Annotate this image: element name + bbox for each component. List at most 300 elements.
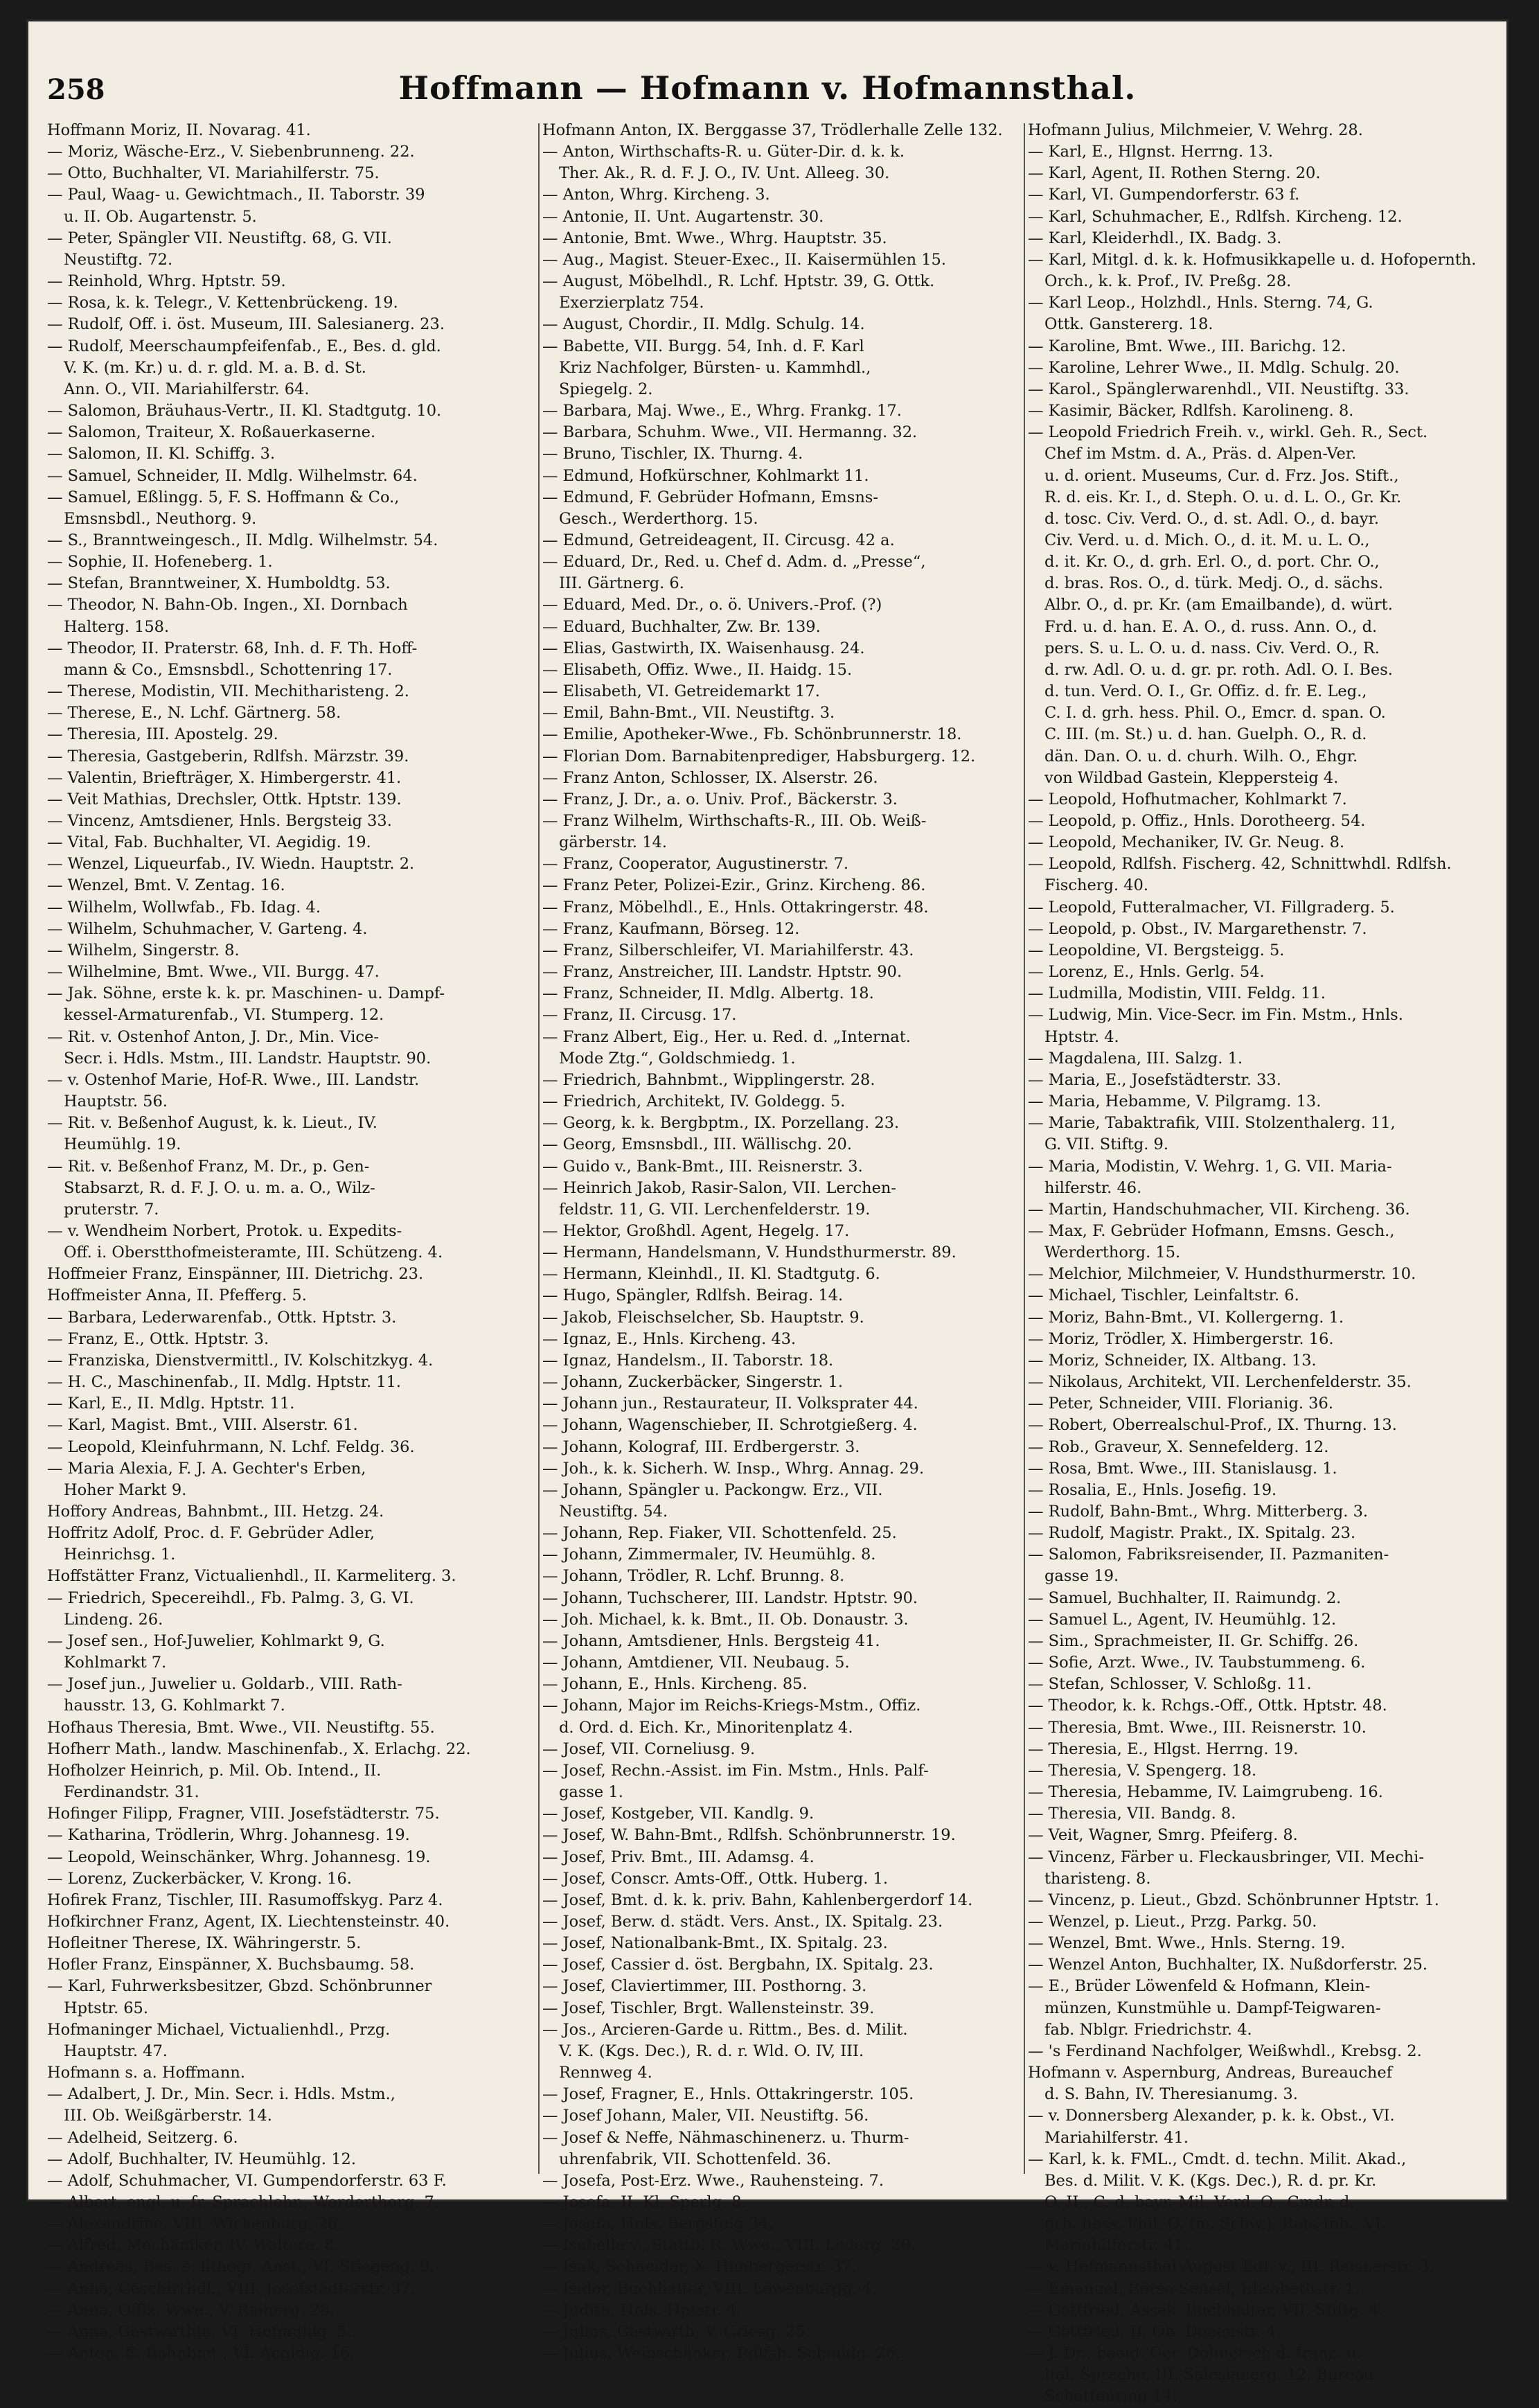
directory-entry-line: — Florian Dom. Barnabitenprediger, Habsburgerg. 12. bbox=[542, 747, 976, 765]
directory-entry-line: — Josef, Berw. d. städt. Vers. Anst., IX. Spitalg. 23. bbox=[542, 1912, 943, 1931]
directory-entry-line: — Karl Leop., Holzhdl., Hnls. Sterng. 74, G. bbox=[1028, 294, 1373, 312]
directory-entry-line: dän. Dan. O. u. d. churh. Wilh. O., Ehgr. bbox=[1044, 747, 1358, 765]
directory-entry-line: d. tun. Verd. O. I., Gr. Offiz. d. fr. E. Leg., bbox=[1044, 682, 1367, 701]
directory-entry-line: — Eduard, Dr., Red. u. Chef d. Adm. d. „Presse“, bbox=[542, 553, 926, 572]
directory-entry-line: — Karl, Magist. Bmt., VIII. Alserstr. 61. bbox=[47, 1416, 358, 1435]
directory-entry-line: — Samuel, Eßlingg. 5, F. S. Hoffmann & Co., bbox=[47, 488, 400, 506]
directory-entry-line: Ferdinandstr. 31. bbox=[64, 1783, 199, 1802]
directory-entry-line: — Johann, Amtdiener, VII. Neubaug. 5. bbox=[542, 1654, 850, 1672]
directory-entry-line: Kriz Nachfolger, Bürsten- u. Kammhdl., bbox=[559, 358, 871, 377]
directory-entry-line: — Theresia, Bmt. Wwe., III. Reisnerstr. 10. bbox=[1028, 1718, 1367, 1737]
directory-entry-line: — Johann, Rep. Fiaker, VII. Schottenfeld. 25. bbox=[542, 1524, 897, 1543]
directory-entry-line: — Karoline, Bmt. Wwe., III. Barichg. 12. bbox=[1028, 337, 1346, 355]
directory-entry-line: — Karl, E., II. Mdlg. Hptstr. 11. bbox=[47, 1395, 295, 1413]
directory-entry-line: — Franz, E., Ottk. Hptstr. 3. bbox=[47, 1329, 269, 1348]
directory-entry-line: — Emilie, Apotheker-Wwe., Fb. Schönbrunnerstr. 18. bbox=[542, 725, 962, 744]
directory-entry-line: — Ignaz, E., Hnls. Kircheng. 43. bbox=[542, 1329, 797, 1348]
directory-entry-line: — Ludwig, Min. Vice-Secr. im Fin. Mstm., Hnls. bbox=[1028, 1006, 1403, 1025]
directory-entry-line: — Friedrich, Architekt, IV. Goldegg. 5. bbox=[542, 1092, 846, 1111]
directory-entry-line: — Franz Albert, Eig., Her. u. Red. d. „Internat. bbox=[542, 1027, 911, 1046]
directory-entry-line: — Antonie, II. Unt. Augartenstr. 30. bbox=[542, 207, 824, 226]
directory-entry-line: — Edmund, Getreideagent, II. Circusg. 42 a. bbox=[542, 531, 895, 549]
directory-entry-line: Hofirek Franz, Tischler, III. Rasumoffskyg. Parz 4. bbox=[47, 1891, 443, 1909]
directory-entry-line: — Leopold, Futteralmacher, VI. Fillgraderg. 5. bbox=[1028, 898, 1395, 917]
directory-entry-line: — Rosa, k. k. Telegr., V. Kettenbrückeng. 19. bbox=[47, 294, 398, 312]
directory-entry-line: — Barbara, Maj. Wwe., E., Whrg. Frankg. 17. bbox=[542, 402, 902, 420]
directory-entry-line: — August, Chordir., II. Mdlg. Schulg. 14. bbox=[542, 315, 865, 334]
directory-entry-line: — Stefan, Branntweiner, X. Humboldtg. 53. bbox=[47, 574, 391, 593]
directory-entry-line: — Leopold, Weinschänker, Whrg. Johannesg. 19. bbox=[47, 1848, 431, 1866]
directory-entry-line: — Johann, Wagenschieber, II. Schrotgießerg. 4. bbox=[542, 1416, 918, 1435]
directory-entry-line: Neustiftg. 54. bbox=[559, 1503, 668, 1521]
directory-entry-line: — Theresia, Gastgeberin, Rdlfsh. Märzstr. 39. bbox=[47, 747, 409, 765]
page-title: Hoffmann — Hofmann v. Hofmannsthal. bbox=[398, 69, 1137, 107]
directory-entry-line: — Leopold Friedrich Freih. v., wirkl. Geh. R., Sect. bbox=[1028, 423, 1428, 442]
directory-entry-line: — Franz Anton, Schlosser, IX. Alserstr. 26. bbox=[542, 768, 878, 787]
directory-column-1 bbox=[47, 120, 535, 2363]
directory-entry-line: — Karl, k. k. FML., Cmdt. d. techn. Milit. Akad., bbox=[1028, 2150, 1407, 2168]
directory-entry-line: — Franz, II. Circusg. 17. bbox=[542, 1006, 737, 1025]
directory-entry-line: — Rit. v. Beßenhof Franz, M. Dr., p. Gen- bbox=[47, 1157, 370, 1176]
directory-entry-line: — Michael, Tischler, Leinfaltstr. 6. bbox=[1028, 1286, 1299, 1305]
directory-entry-line: Gesch., Werderthorg. 15. bbox=[559, 509, 758, 528]
directory-entry-line: — Wenzel, Bmt. V. Zentag. 16. bbox=[47, 876, 285, 895]
directory-entry-line: — Wenzel, p. Lieut., Przg. Parkg. 50. bbox=[1028, 1912, 1317, 1931]
page-number: 258 bbox=[47, 73, 105, 106]
directory-entry-line: — Georg, Emsnsbdl., III. Wällischg. 20. bbox=[542, 1135, 853, 1154]
directory-entry-line: Hauptstr. 47. bbox=[64, 2042, 168, 2060]
directory-entry-line: Hoher Markt 9. bbox=[64, 1480, 187, 1499]
directory-entry-line: — Karl, Mitgl. d. k. k. Hofmusikkapelle u. d. Hofopernth. bbox=[1028, 250, 1477, 269]
directory-entry-line: — Josef, Claviertimmer, III. Posthorng. 3. bbox=[542, 1977, 867, 1996]
directory-entry-line: — Guido v., Bank-Bmt., III. Reisnerstr. 3. bbox=[542, 1157, 863, 1176]
directory-entry-line: Stabsarzt, R. d. F. J. O. u. m. a. O., Wilz- bbox=[64, 1178, 375, 1197]
directory-entry-line: — Johann, Trödler, R. Lchf. Brunng. 8. bbox=[542, 1567, 845, 1586]
directory-entry-line: — Johann, Kolograf, III. Erdbergerstr. 3. bbox=[542, 1437, 860, 1456]
directory-entry-line: Mariahilferstr. 41. bbox=[1044, 2236, 1189, 2255]
directory-entry-line: — Josef, Conscr. Amts-Off., Ottk. Huberg. 1. bbox=[542, 1869, 888, 1888]
directory-entry-line: — Elias, Gastwirth, IX. Waisenhausg. 24. bbox=[542, 639, 865, 657]
directory-entry-line: — Paul, Waag- u. Gewichtmach., II. Taborstr. 39 bbox=[47, 186, 425, 204]
directory-entry-line: — Alfred, Mechaniker, IV. Waltera. 8. bbox=[47, 2236, 339, 2255]
directory-entry-line: — Andreas, Bes. e. lithogr. Anst., VI. Stiegeng. 9. bbox=[47, 2258, 435, 2276]
page-header bbox=[26, 54, 1509, 109]
directory-entry-line: pers. S. u. L. O. u. d. nass. Civ. Verd. O., R. bbox=[1044, 639, 1380, 657]
directory-entry-line: — Franz, Möbelhdl., E., Hnls. Ottakringerstr. 48. bbox=[542, 898, 929, 917]
directory-entry-line: Hoffmann Moriz, II. Novarag. 41. bbox=[47, 121, 311, 139]
directory-entry-line: — Reinhold, Whrg. Hptstr. 59. bbox=[47, 272, 286, 291]
directory-entry-line: — Bruno, Tischler, IX. Thurng. 4. bbox=[542, 445, 803, 463]
directory-entry-line: — Josef, Nationalbank-Bmt., IX. Spitalg. 23. bbox=[542, 1934, 888, 1953]
directory-entry-line: — Friedrich, Bahnbmt., Wipplingerstr. 28. bbox=[542, 1070, 875, 1089]
directory-entry-line: — Edmund, F. Gebrüder Hofmann, Emsns- bbox=[542, 488, 878, 506]
directory-entry-line: Hofmann s. a. Hoffmann. bbox=[47, 2064, 245, 2082]
directory-entry-line: — Theresia, E., Hlgst. Herrng. 19. bbox=[1028, 1739, 1299, 1758]
directory-entry-line: — Marie, Tabaktrafik, VIII. Stolzenthalerg. 11, bbox=[1028, 1114, 1396, 1133]
directory-entry-line: — Isabella v., Stattb. R. Wwe., VIII. Lederg. 20. bbox=[542, 2236, 916, 2255]
directory-entry-line: — Samuel L., Agent, IV. Heumühlg. 12. bbox=[1028, 1610, 1337, 1629]
directory-entry-line: — Josef & Neffe, Nähmaschinenerz. u. Thurm- bbox=[542, 2128, 909, 2147]
directory-entry-line: Hptstr. 4. bbox=[1044, 1027, 1119, 1046]
directory-entry-line: — Franz, Anstreicher, III. Landstr. Hptstr. 90. bbox=[542, 963, 902, 982]
directory-entry-line: — Eduard, Buchhalter, Zw. Br. 139. bbox=[542, 617, 821, 636]
directory-entry-line: — Adelheid, Seitzerg. 6. bbox=[47, 2128, 238, 2147]
directory-entry-line: — Alexandrine, VIII. Wickenburg. 26. bbox=[47, 2215, 343, 2233]
directory-entry-line: — Johann, Amtsdiener, Hnls. Bergsteig 41. bbox=[542, 1631, 880, 1650]
directory-entry-line: Bes. d. Milit. V. K. (Kgs. Dec.), R. d. pr. Kr. bbox=[1044, 2171, 1377, 2190]
directory-entry-line: — Franz, Silberschleifer, VI. Mariahilferstr. 43. bbox=[542, 941, 914, 959]
directory-entry-line: — Karol., Spänglerwarenhdl., VII. Neustiftg. 33. bbox=[1028, 380, 1409, 398]
directory-entry-line: — Moriz, Bahn-Bmt., VI. Kollergerng. 1. bbox=[1028, 1308, 1344, 1327]
directory-entry-line: — Wenzel, Bmt. Wwe., Hnls. Sterng. 19. bbox=[1028, 1934, 1346, 1953]
directory-entry-line: Mariahilferstr. 41. bbox=[1044, 2128, 1189, 2147]
directory-entry-line: — Johann, Zuckerbäcker, Singerstr. 1. bbox=[542, 1373, 844, 1392]
directory-entry-line: V. K. (Kgs. Dec.), R. d. r. Wld. O. IV, III. bbox=[559, 2042, 864, 2060]
directory-entry-line: uhrenfabrik, VII. Schottenfeld. 36. bbox=[559, 2150, 832, 2168]
directory-entry-line: Halterg. 158. bbox=[64, 617, 170, 636]
directory-entry-line: — Ludmilla, Modistin, VIII. Feldg. 11. bbox=[1028, 984, 1326, 1003]
directory-entry-line: — Adolf, Buchhalter, IV. Heumühlg. 12. bbox=[47, 2150, 356, 2168]
directory-entry-line: — Wilhelm, Schuhmacher, V. Garteng. 4. bbox=[47, 919, 368, 938]
directory-entry-line: — Salomon, Traiteur, X. Roßauerkaserne. bbox=[47, 423, 376, 442]
directory-entry-line: kessel-Armaturenfab., VI. Stumperg. 12. bbox=[64, 1006, 384, 1025]
directory-entry-line: Hofkirchner Franz, Agent, IX. Liechtensteinstr. 40. bbox=[47, 1912, 450, 1931]
directory-entry-line: — Albert, engl. u. fr. Sprachlehr., Werderthorg. 7. bbox=[47, 2193, 440, 2211]
directory-entry-line: — Robert, Oberrealschul-Prof., IX. Thurng. 13. bbox=[1028, 1416, 1397, 1435]
directory-entry-line: Hoffory Andreas, Bahnbmt., III. Hetzg. 24. bbox=[47, 1503, 384, 1521]
directory-column-2 bbox=[542, 120, 1020, 2363]
directory-entry-line: Ottk. Ganstererg. 18. bbox=[1044, 315, 1213, 334]
directory-entry-line: — Vincenz, Färber u. Fleckausbringer, VII. Mechi- bbox=[1028, 1848, 1424, 1866]
directory-entry-line: — Kasimir, Bäcker, Rdlfsh. Karolineng. 8. bbox=[1028, 402, 1354, 420]
directory-entry-line: — Elisabeth, VI. Getreidemarkt 17. bbox=[542, 682, 820, 701]
directory-entry-line: Albr. O., d. pr. Kr. (am Emailbande), d. würt. bbox=[1044, 596, 1393, 614]
directory-entry-line: C. I. d. grh. hess. Phil. O., Emcr. d. span. O. bbox=[1044, 704, 1386, 723]
directory-entry-line: — Gottfried, Assek. Buchhalter, VII. Stiftg. 4. bbox=[1028, 2301, 1384, 2319]
directory-entry-line: Spiegelg. 2. bbox=[559, 380, 653, 398]
directory-entry-line: — Theresia, III. Apostelg. 29. bbox=[47, 725, 278, 744]
directory-entry-line: — v. Hofmannsthal August Edl. v., III. Reisnerstr. 3. bbox=[1028, 2258, 1434, 2276]
directory-entry-line: — Josef, VII. Corneliusg. 9. bbox=[542, 1739, 756, 1758]
directory-entry-line: — Anna, Offiz. Wwe., V. Rainerg. 28. bbox=[47, 2301, 335, 2319]
directory-entry-line: — Maria, Hebamme, V. Pilgramg. 13. bbox=[1028, 1092, 1322, 1111]
directory-entry-line: Neustiftg. 72. bbox=[64, 250, 173, 269]
directory-entry-line: — Sofie, Arzt. Wwe., IV. Taubstummeng. 6. bbox=[1028, 1654, 1366, 1672]
directory-entry-line: — Aug., Magist. Steuer-Exec., II. Kaisermühlen 15. bbox=[542, 250, 946, 269]
directory-entry-line: — Josef, Cassier d. öst. Bergbahn, IX. Spitalg. 23. bbox=[542, 1956, 934, 1974]
directory-entry-line: — Joh., k. k. Sicherh. W. Insp., Whrg. Annag. 29. bbox=[542, 1459, 925, 1478]
directory-entry-line: — Rudolf, Magistr. Prakt., IX. Spitalg. 23. bbox=[1028, 1524, 1356, 1543]
directory-entry-line: — Franziska, Dienstvermittl., IV. Kolschitzkyg. 4. bbox=[47, 1351, 434, 1370]
directory-entry-line: d. tosc. Civ. Verd. O., d. st. Adl. O., d. bayr. bbox=[1044, 509, 1380, 528]
directory-entry-line: gasse 19. bbox=[1044, 1567, 1119, 1586]
directory-entry-line: — Josef, Fragner, E., Hnls. Ottakringerstr. 105. bbox=[542, 2085, 914, 2104]
directory-entry-line: — v. Donnersberg Alexander, p. k. k. Obst., VI. bbox=[1028, 2107, 1395, 2125]
directory-entry-line: Hofmann Anton, IX. Berggasse 37, Trödlerhalle Zelle 132. bbox=[542, 121, 1003, 139]
directory-entry-line: — Jakob, Fleischselcher, Sb. Hauptstr. 9. bbox=[542, 1308, 864, 1327]
directory-entry-line: — Wenzel Anton, Buchhalter, IX. Nußdorferstr. 25. bbox=[1028, 1956, 1428, 1974]
directory-entry-line: — Emanuel, Börse-Sensal, Elisabethstr. 1. bbox=[1028, 2279, 1360, 2298]
directory-column-3 bbox=[1028, 120, 1495, 2406]
directory-entry-line: — Rosalia, E., Hnls. Josefig. 19. bbox=[1028, 1480, 1277, 1499]
directory-entry-line: — Rit. v. Beßenhof August, k. k. Lieut., IV. bbox=[47, 1114, 377, 1133]
directory-entry-line: Hofinger Filipp, Fragner, VIII. Josefstädterstr. 75. bbox=[47, 1805, 440, 1823]
directory-entry-line: G. VII. Stiftg. 9. bbox=[1044, 1135, 1169, 1154]
directory-entry-line: — Josefa, Post-Erz. Wwe., Rauhensteing. 7. bbox=[542, 2171, 884, 2190]
directory-entry-line: — Edmund, Hofkürschner, Kohlmarkt 11. bbox=[542, 466, 869, 485]
directory-entry-line: u. d. orient. Museums, Cur. d. Frz. Jos. Stift., bbox=[1044, 466, 1399, 485]
directory-entry-line: — Maria, Modistin, V. Wehrg. 1, G. VII. Maria- bbox=[1028, 1157, 1392, 1176]
directory-entry-line: — Josef sen., Hof-Juwelier, Kohlmarkt 9, G. bbox=[47, 1631, 385, 1650]
directory-entry-line: — Josef, W. Bahn-Bmt., Rdlfsh. Schönbrunnerstr. 19. bbox=[542, 1826, 956, 1845]
directory-entry-line: — E., Brüder Löwenfeld & Hofmann, Klein- bbox=[1028, 1977, 1371, 1996]
directory-entry-line: — Heinrich Jakob, Rasir-Salon, VII. Lerchen- bbox=[542, 1178, 896, 1197]
directory-entry-line: — Wilhelmine, Bmt. Wwe., VII. Burgg. 47. bbox=[47, 963, 380, 982]
directory-entry-line: — Veit Mathias, Drechsler, Ottk. Hptstr. 139. bbox=[47, 790, 402, 808]
directory-entry-line: d. Ord. d. Eich. Kr., Minoritenplatz 4. bbox=[559, 1718, 853, 1737]
directory-entry-line: — Wenzel, Liqueurfab., IV. Wiedn. Hauptstr. 2. bbox=[47, 855, 415, 874]
directory-entry-line: d. it. Kr. O., d. grh. Erl. O., d. port. Chr. O., bbox=[1044, 553, 1380, 572]
directory-entry-line: Hofherr Math., landw. Maschinenfab., X. Erlachg. 22. bbox=[47, 1739, 471, 1758]
directory-entry-line: — Karl, Kleiderhdl., IX. Badg. 3. bbox=[1028, 229, 1282, 247]
directory-entry-line: — 's Ferdinand Nachfolger, Weißwhdl., Krebsg. 2. bbox=[1028, 2042, 1422, 2060]
directory-entry-line: — Veit, Wagner, Smrg. Pfeiferg. 8. bbox=[1028, 1826, 1298, 1845]
directory-entry-line: — Isidor, Buchhalter, VIII. Löwenburgg. 4. bbox=[542, 2279, 877, 2298]
directory-entry-line: — Josef, Bmt. d. k. k. priv. Bahn, Kahlenbergerdorf 14. bbox=[542, 1891, 973, 1909]
directory-entry-line: — Moriz, Wäsche-Erz., V. Siebenbrunneng. 22. bbox=[47, 143, 415, 161]
column-divider bbox=[1024, 123, 1025, 2174]
directory-entry-line: — Johann, Tuchscherer, III. Landstr. Hptstr. 90. bbox=[542, 1588, 918, 1607]
directory-entry-line: — Leopoldine, VI. Bergsteigg. 5. bbox=[1028, 941, 1285, 959]
directory-entry-line: Hofmann Julius, Milchmeier, V. Wehrg. 28. bbox=[1028, 121, 1363, 139]
directory-entry-line: — Barbara, Schuhm. Wwe., VII. Hermanng. 32. bbox=[542, 423, 918, 442]
directory-entry-line: C. III. (m. St.) u. d. han. Guelph. O., R. d. bbox=[1044, 725, 1367, 744]
directory-entry-line: — Theresia, VII. Bandg. 8. bbox=[1028, 1805, 1236, 1823]
directory-entry-line: — Wilhelm, Singerstr. 8. bbox=[47, 941, 240, 959]
directory-entry-line: — Max, F. Gebrüder Hofmann, Emsns. Gesch., bbox=[1028, 1221, 1395, 1240]
directory-page bbox=[26, 19, 1509, 2406]
directory-entry-line: — Ignaz, Handelsm., II. Taborstr. 18. bbox=[542, 1351, 834, 1370]
directory-entry-line: mann & Co., Emsnsbdl., Schottenring 17. bbox=[64, 660, 393, 679]
directory-entry-line: — Judith, Hnls. Hptstr. 4. bbox=[542, 2301, 742, 2319]
directory-entry-line: — Adalbert, J. Dr., Min. Secr. i. Hdls. Mstm., bbox=[47, 2085, 395, 2104]
directory-entry-line: — Leopold, Rdlfsh. Fischerg. 42, Schnittwhdl. Rdlfsh. bbox=[1028, 855, 1452, 874]
directory-entry-line: — Johann jun., Restaurateur, II. Volksprater 44. bbox=[542, 1395, 918, 1413]
directory-entry-line: gasse 1. bbox=[559, 1783, 623, 1802]
directory-entry-line: — S., Branntweingesch., II. Mdlg. Wilhelmstr. 54. bbox=[47, 531, 438, 549]
directory-entry-line: Off. i. Oberstthofmeisteramte, III. Schützeng. 4. bbox=[64, 1243, 443, 1262]
directory-entry-line: — Anna, Gastwirthin, VI. Hofmühlg. 5. bbox=[47, 2322, 352, 2341]
directory-entry-line: Frd. u. d. han. E. A. O., d. russ. Ann. O., d. bbox=[1044, 617, 1378, 636]
directory-entry-line: — Lorenz, Zuckerbäcker, V. Krong. 16. bbox=[47, 1869, 352, 1888]
directory-entry-line: — Rosa, Bmt. Wwe., III. Stanislausg. 1. bbox=[1028, 1459, 1337, 1478]
directory-entry-line: — Martin, Handschuhmacher, VII. Kircheng. 36. bbox=[1028, 1200, 1410, 1219]
directory-entry-line: — Friedrich, Specereihdl., Fb. Palmg. 3, G. VI. bbox=[47, 1588, 414, 1607]
directory-entry-line: — Eduard, Med. Dr., o. ö. Univers.-Prof. (?) bbox=[542, 596, 882, 614]
directory-entry-line: — Johann, Zimmermaler, IV. Heumühlg. 8. bbox=[542, 1546, 876, 1564]
directory-entry-line: — Vincenz, Amtsdiener, Hnls. Bergsteig 33. bbox=[47, 812, 392, 830]
directory-entry-line: — Franz Peter, Polizei-Ezir., Grinz. Kircheng. 86. bbox=[542, 876, 926, 895]
directory-entry-line: — Franz, Cooperator, Augustinerstr. 7. bbox=[542, 855, 849, 874]
directory-entry-line: Rennweg 4. bbox=[559, 2064, 652, 2082]
directory-entry-line: Hoffmeister Anna, II. Pfefferg. 5. bbox=[47, 1286, 307, 1305]
directory-entry-line: — Babette, VII. Burgg. 54, Inh. d. F. Karl bbox=[542, 337, 864, 355]
directory-entry-line: — Peter, Schneider, VIII. Florianig. 36. bbox=[1028, 1395, 1333, 1413]
directory-entry-line: — Karl, Agent, II. Rothen Sterng. 20. bbox=[1028, 164, 1321, 183]
directory-entry-line: Chef im Mstm. d. A., Präs. d. Alpen-Ver. bbox=[1044, 445, 1357, 463]
directory-entry-line: Hofmann v. Aspernburg, Andreas, Bureauchef bbox=[1028, 2064, 1393, 2082]
directory-entry-line: — Valentin, Briefträger, X. Himbergerstr. 41. bbox=[47, 768, 402, 787]
directory-entry-line: u. II. Ob. Augartenstr. 5. bbox=[64, 207, 257, 226]
directory-entry-line: Exerzierplatz 754. bbox=[559, 294, 704, 312]
directory-entry-line: von Wildbad Gastein, Kleppersteig 4. bbox=[1044, 768, 1339, 787]
directory-entry-line: Mode Ztg.“, Goldschmiedg. 1. bbox=[559, 1049, 796, 1068]
directory-entry-line: — Jak. Söhne, erste k. k. pr. Maschinen- u. Dampf- bbox=[47, 984, 445, 1003]
directory-entry-line: — Barbara, Lederwarenfab., Ottk. Hptstr. 3. bbox=[47, 1308, 397, 1327]
directory-entry-line: — Salomon, II. Kl. Schiffg. 3. bbox=[47, 445, 276, 463]
directory-entry-line: — Hermann, Handelsmann, V. Hundsthurmerstr. 89. bbox=[542, 1243, 957, 1262]
directory-entry-line: V. K. (m. Kr.) u. d. r. gld. M. a. B. d. St. bbox=[64, 358, 366, 377]
directory-entry-line: — Emil, Bahn-Bmt., VII. Neustiftg. 3. bbox=[542, 704, 835, 723]
directory-entry-line: R. d. eis. Kr. I., d. Steph. O. u. d. L. O., Gr. Kr. bbox=[1044, 488, 1402, 506]
directory-entry-line: Fischerg. 40. bbox=[1044, 876, 1149, 895]
directory-entry-line: Kohlmarkt 7. bbox=[64, 1654, 167, 1672]
directory-entry-line: hilferstr. 46. bbox=[1044, 1178, 1142, 1197]
directory-entry-line: Secr. i. Hdls. Mstm., III. Landstr. Hauptstr. 90. bbox=[64, 1049, 432, 1068]
directory-entry-line: Werderthorg. 15. bbox=[1044, 1243, 1181, 1262]
directory-entry-line: — Peter, Spängler VII. Neustiftg. 68, G. VII. bbox=[47, 229, 392, 247]
directory-entry-line: — Josef, Priv. Bmt., III. Adamsg. 4. bbox=[542, 1848, 815, 1866]
directory-entry-line: — Karl, VI. Gumpendorferstr. 63 f. bbox=[1028, 186, 1300, 204]
directory-entry-line: — Vital, Fab. Buchhalter, VI. Aegidig. 19. bbox=[47, 833, 371, 852]
directory-entry-line: — Hektor, Großhdl. Agent, Hegelg. 17. bbox=[542, 1221, 850, 1240]
directory-entry-line: — Lorenz, E., Hnls. Gerlg. 54. bbox=[1028, 963, 1265, 982]
directory-entry-line: — Hugo, Spängler, Rdlfsh. Beirag. 14. bbox=[542, 1286, 844, 1305]
directory-entry-line: Hoffstätter Franz, Victualienhdl., II. Karmeliterg. 3. bbox=[47, 1567, 456, 1586]
directory-entry-line: Orch., k. k. Prof., IV. Preßg. 28. bbox=[1044, 272, 1292, 291]
directory-entry-line: grh. hess. Phil. O. (m. Schw.), Rats-Inh., VI. bbox=[1044, 2215, 1387, 2233]
directory-entry-line: Heinrichsg. 1. bbox=[64, 1546, 176, 1564]
directory-entry-line: — Rudolf, Bahn-Bmt., Whrg. Mitterberg. 3. bbox=[1028, 1503, 1369, 1521]
directory-entry-line: III. Ob. Weißgärberstr. 14. bbox=[64, 2107, 272, 2125]
directory-entry-line: — Josef, Tischler, Brgt. Wallensteinstr. 39. bbox=[542, 1999, 875, 2017]
directory-entry-line: — Sophie, II. Hofeneberg. 1. bbox=[47, 553, 273, 572]
directory-entry-line: d. S. Bahn, IV. Theresianumg. 3. bbox=[1044, 2085, 1298, 2104]
directory-entry-line: — Therese, E., N. Lchf. Gärtnerg. 58. bbox=[47, 704, 341, 723]
directory-entry-line: — August, Möbelhdl., R. Lchf. Hptstr. 39, G. Ottk. bbox=[542, 272, 935, 291]
directory-entry-line: — Theodor, II. Praterstr. 68, Inh. d. F. Th. Hoff- bbox=[47, 639, 418, 657]
directory-entry-line: — Josef jun., Juwelier u. Goldarb., VIII. Rath- bbox=[47, 1675, 402, 1694]
directory-entry-line: — Hermann, Kleinhdl., II. Kl. Stadtgutg. 6. bbox=[542, 1265, 880, 1284]
directory-entry-line: Emsnsbdl., Neuthorg. 9. bbox=[64, 509, 257, 528]
directory-entry-line: — Franz, Schneider, II. Mdlg. Albertg. 18. bbox=[542, 984, 874, 1003]
directory-entry-line: — Anton, E. Bahnbmt., VI. Aegidig. 16. bbox=[47, 2344, 355, 2363]
directory-entry-line: — Josefa, Hnls. Bergsteig 34. bbox=[542, 2215, 774, 2233]
directory-entry-line: gärberstr. 14. bbox=[559, 833, 668, 852]
directory-entry-line: — Magdalena, III. Salzg. 1. bbox=[1028, 1049, 1243, 1068]
directory-entry-line: — Josef Johann, Maler, VII. Neustiftg. 56. bbox=[542, 2107, 869, 2125]
directory-entry-line: — Theodor, N. Bahn-Ob. Ingen., XI. Dornbach bbox=[47, 596, 408, 614]
directory-entry-line: — Samuel, Buchhalter, II. Raimundg. 2. bbox=[1028, 1588, 1342, 1607]
directory-entry-line: — Leopold, Hofhutmacher, Kohlmarkt 7. bbox=[1028, 790, 1347, 808]
directory-entry-line: — Isak, Schneider, X. Himbergerstr. 37. bbox=[542, 2258, 857, 2276]
directory-entry-line: — Vincenz, p. Lieut., Gbzd. Schönbrunner Hptstr. 1. bbox=[1028, 1891, 1439, 1909]
directory-entry-line: — Anton, Wirthschafts-R. u. Güter-Dir. d. k. k. bbox=[542, 143, 905, 161]
directory-entry-line: — Johann, E., Hnls. Kircheng. 85. bbox=[542, 1675, 808, 1694]
directory-entry-line: Hauptstr. 56. bbox=[64, 1092, 168, 1111]
directory-entry-line: — Samuel, Schneider, II. Mdlg. Wilhelmstr. 64. bbox=[47, 466, 418, 485]
directory-entry-line: — Franz Wilhelm, Wirthschafts-R., III. Ob. Weiß- bbox=[542, 812, 927, 830]
directory-entry-line: Civ. Verd. u. d. Mich. O., d. it. M. u. L. O., bbox=[1044, 531, 1370, 549]
directory-entry-line: Hofhaus Theresia, Bmt. Wwe., VII. Neustiftg. 55. bbox=[47, 1718, 435, 1737]
directory-entry-line: — Karl, Schuhmacher, E., Rdlfsh. Kircheng. 12. bbox=[1028, 207, 1403, 226]
directory-entry-line: — Katharina, Trödlerin, Whrg. Johannesg. 19. bbox=[47, 1826, 410, 1845]
directory-entry-line: — H. C., Maschinenfab., II. Mdlg. Hptstr. 11. bbox=[47, 1373, 402, 1392]
directory-entry-line: — Theodor, k. k. Rchgs.-Off., Ottk. Hptstr. 48. bbox=[1028, 1697, 1387, 1715]
directory-entry-line: d. bras. Ros. O., d. türk. Medj. O., d. sächs. bbox=[1044, 574, 1384, 593]
directory-entry-line: — Wilhelm, Wollwfab., Fb. Idag. 4. bbox=[47, 898, 321, 917]
directory-entry-line: — Josefa, II. Kl. Sperlg. 8. bbox=[542, 2193, 747, 2211]
directory-entry-line: fab. Nblgr. Friedrichstr. 4. bbox=[1044, 2020, 1252, 2039]
directory-entry-line: Hofler Franz, Einspänner, X. Buchsbaumg. 58. bbox=[47, 1956, 415, 1974]
directory-entry-line: Hptstr. 65. bbox=[64, 1999, 149, 2017]
directory-entry-line: — Leopold, Kleinfuhrmann, N. Lchf. Feldg. 36. bbox=[47, 1437, 415, 1456]
directory-entry-line: — Franz, J. Dr., a. o. Univ. Prof., Bäckerstr. 3. bbox=[542, 790, 898, 808]
directory-entry-line: tharisteng. 8. bbox=[1044, 1869, 1151, 1888]
directory-entry-line: — Joh. Michael, k. k. Bmt., II. Ob. Donaustr. 3. bbox=[542, 1610, 909, 1629]
directory-entry-line: — Leopold, p. Obst., IV. Margarethenstr. 7. bbox=[1028, 919, 1367, 938]
directory-entry-line: hausstr. 13, G. Kohlmarkt 7. bbox=[64, 1697, 285, 1715]
directory-entry-line: III. Gärtnerg. 6. bbox=[559, 574, 684, 593]
directory-entry-line: — Antonie, Bmt. Wwe., Whrg. Hauptstr. 35. bbox=[542, 229, 887, 247]
directory-entry-line: — Elisabeth, Offiz. Wwe., II. Haidg. 15. bbox=[542, 660, 853, 679]
directory-entry-line: — Georg, k. k. Bergbptm., IX. Porzellang. 23. bbox=[542, 1114, 900, 1133]
directory-entry-line: Schottenring 14. bbox=[1044, 2387, 1177, 2406]
directory-entry-line: — Maria, E., Josefstädterstr. 33. bbox=[1028, 1070, 1281, 1089]
directory-entry-line: — Rob., Graveur, X. Sennefelderg. 12. bbox=[1028, 1437, 1329, 1456]
directory-entry-line: — Stefan, Schlosser, V. Schloßg. 11. bbox=[1028, 1675, 1312, 1694]
directory-entry-line: — Rudolf, Meerschaumpfeifenfab., E., Bes. d. gld. bbox=[47, 337, 441, 355]
directory-entry-line: — Nikolaus, Architekt, VII. Lerchenfelderstr. 35. bbox=[1028, 1373, 1412, 1392]
directory-entry-line: — Moriz, Trödler, X. Himbergerstr. 16. bbox=[1028, 1329, 1334, 1348]
directory-entry-line: — Leopold, Mechaniker, IV. Gr. Neug. 8. bbox=[1028, 833, 1345, 852]
directory-entry-line: — Julius, Gastwirth, V. Griesg. 25. bbox=[542, 2322, 810, 2341]
directory-entry-line: Hoffmeier Franz, Einspänner, III. Dietrichg. 23. bbox=[47, 1265, 424, 1284]
directory-entry-line: — Otto, Buchhalter, VI. Mariahilferstr. 75. bbox=[47, 164, 380, 183]
directory-entry-line: Hofholzer Heinrich, p. Mil. Ob. Intend., II. bbox=[47, 1761, 382, 1780]
directory-entry-line: — Melchior, Milchmeier, V. Hundsthurmerstr. 10. bbox=[1028, 1265, 1416, 1284]
directory-entry-line: — Leopold, p. Offiz., Hnls. Dorotheerg. 54. bbox=[1028, 812, 1366, 830]
directory-entry-line: — Adolf, Schuhmacher, VI. Gumpendorferstr. 63 F. bbox=[47, 2171, 447, 2190]
directory-entry-line: d. rw. Adl. O. u. d. gr. pr. roth. Adl. O. I. Bes. bbox=[1044, 660, 1393, 679]
directory-entry-line: — Julius, Weinschänker, Rdlfsh. Schmidg. 26. bbox=[542, 2344, 901, 2363]
directory-entry-line: — v. Wendheim Norbert, Protok. u. Expedits- bbox=[47, 1221, 402, 1240]
directory-entry-line: — Johann, Major im Reichs-Kriegs-Mstm., Offiz. bbox=[542, 1697, 921, 1715]
directory-entry-line: — Sim., Sprachmeister, II. Gr. Schiffg. 26. bbox=[1028, 1631, 1359, 1650]
directory-entry-line: — Gottfried, II. Ob. Donaustr. 4. bbox=[1028, 2322, 1281, 2341]
directory-entry-line: — J. Dr., beeid. Ger. Dolmetsch d. franz. u. bbox=[1028, 2344, 1362, 2363]
directory-entry-line: — Salomon, Bräuhaus-Vertr., II. Kl. Stadtgutg. 10. bbox=[47, 402, 442, 420]
directory-entry-line: — Salomon, Fabriksreisender, II. Pazmaniten- bbox=[1028, 1546, 1389, 1564]
column-divider bbox=[538, 123, 540, 2174]
directory-entry-line: — Moriz, Schneider, IX. Altbang. 13. bbox=[1028, 1351, 1317, 1370]
directory-entry-line: O. II., C. d. bayr. Mil. Verd. O., Cmdr. d. bbox=[1044, 2193, 1355, 2211]
directory-entry-line: — Rit. v. Ostenhof Anton, J. Dr., Min. Vice- bbox=[47, 1027, 379, 1046]
directory-entry-line: — Rudolf, Off. i. öst. Museum, III. Salesianerg. 23. bbox=[47, 315, 445, 334]
directory-entry-line: — Theresia, Hebamme, IV. Laimgrubeng. 16. bbox=[1028, 1783, 1383, 1802]
directory-entry-line: Lindeng. 26. bbox=[64, 1610, 163, 1629]
directory-entry-line: — Johann, Spängler u. Packongw. Erz., VII. bbox=[542, 1480, 883, 1499]
